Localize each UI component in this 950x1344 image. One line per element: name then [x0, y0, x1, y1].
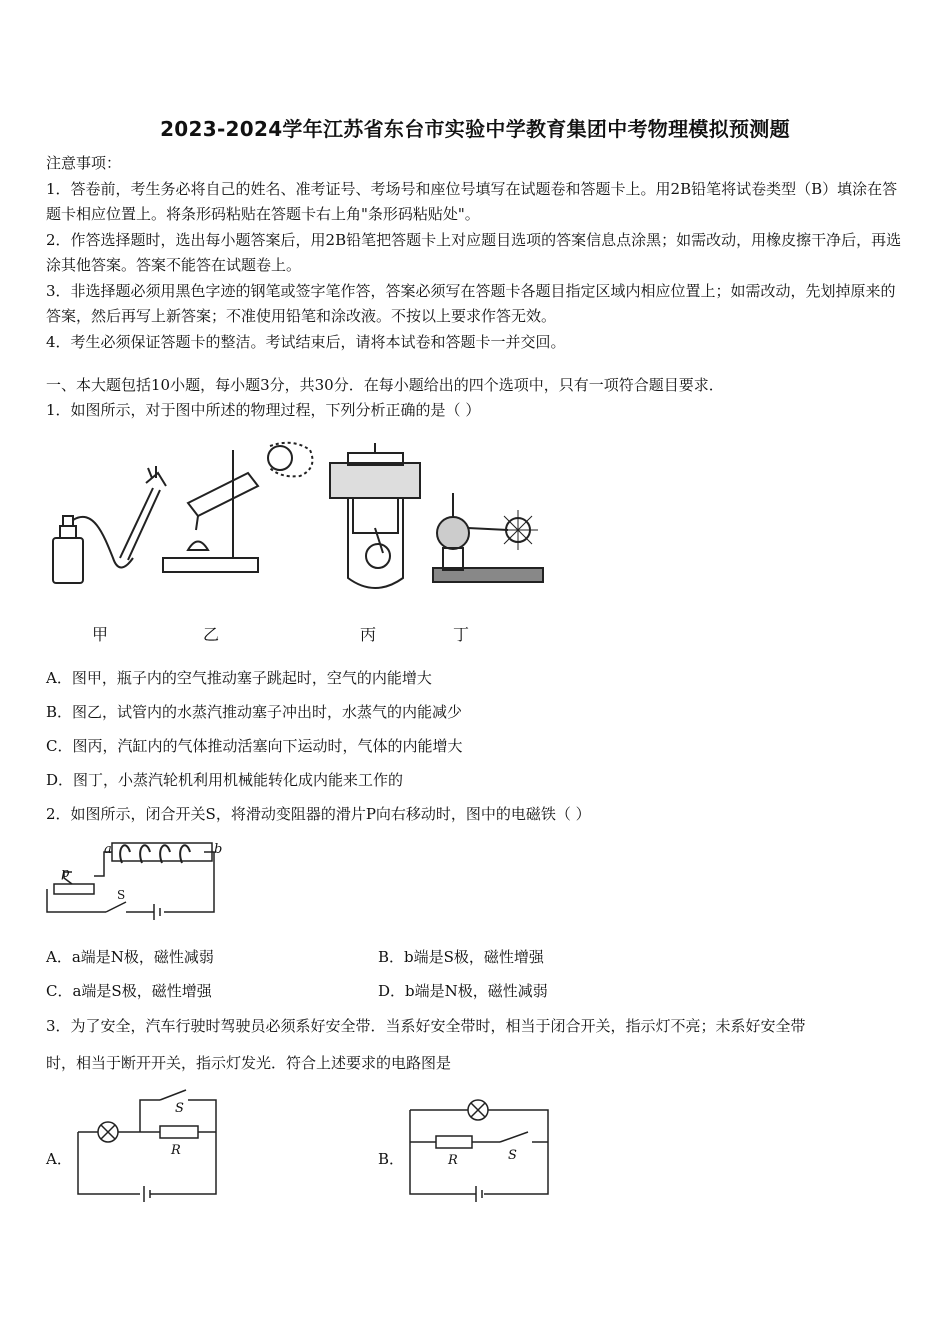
q2-label-a: a — [104, 842, 112, 857]
q2-option-a: A．a端是N极，磁性减弱 — [46, 948, 214, 966]
fig-label-jia: 甲 — [92, 625, 109, 644]
q2-label-p: p — [61, 866, 70, 881]
q1-option-c: C．图丙，汽缸内的气体推动活塞向下运动时，气体的内能增大 — [46, 737, 463, 755]
q2-option-c: C．a端是S极，磁性增强 — [46, 982, 212, 1000]
steam-turbine-figure — [433, 493, 543, 582]
page-title: 2023-2024学年江苏省东台市实验中学教育集团中考物理模拟预测题 — [160, 117, 790, 141]
q2-option-b: B．b端是S极，磁性增强 — [378, 948, 544, 966]
notice-item: 4．考生必须保证答题卡的整洁。考试结束后，请将本试卷和答题卡一并交回。 — [46, 332, 566, 351]
test-tube-figure — [163, 443, 312, 572]
section-heading: 一、本大题包括10小题，每小题3分，共30分．在每小题给出的四个选项中，只有一项符合题目要求． — [46, 376, 724, 394]
q1-option-d: D．图丁，小蒸汽轮机利用机械能转化成内能来工作的 — [46, 771, 404, 789]
fig-label-bing: 丙 — [360, 625, 377, 644]
q2-label-b: b — [214, 842, 223, 857]
notice-item: 3．非选择题必须用黑色字迹的钢笔或签字笔作答，答案必须写在答题卡各题目指定区域内相应位置上；如需改动，先划掉原来的答案，然后再写上新答案；不准使用铅笔和涂改液。不按以上要求作答无效。 — [46, 281, 896, 325]
q2-stem: 2．如图所示，闭合开关S，将滑动变阻器的滑片P向右移动时，图中的电磁铁（ ） — [46, 805, 591, 823]
notice-item: 2．作答选择题时，选出每小题答案后，用2B铅笔把答题卡上对应题目选项的答案信息点涂黑；如需改动，用橡皮擦干净后，再选涂其他答案。答案不能答在试题卷上。 — [46, 230, 902, 274]
q2-circuit — [44, 838, 224, 918]
q1-figures — [48, 438, 568, 598]
q3-circuit-a — [78, 1088, 223, 1208]
notice-heading: 注意事项： — [46, 154, 122, 172]
notice-item: 1．答卷前，考生务必将自己的姓名、准考证号、考场号和座位号填写在试题卷和答题卡上。用2B铅笔将试卷类型（B）填涂在答题卡相应位置上。将条形码粘贴在答题卡右上角"条形码粘贴处"。 — [46, 179, 898, 223]
q3-stem-line2: 时，相当于断开开关，指示灯发光．符合上述要求的电路图是 — [46, 1054, 452, 1072]
q3b-label-s: S — [508, 1148, 517, 1163]
q2-option-d: D．b端是N极，磁性减弱 — [378, 982, 548, 1000]
q3a-label-r: R — [171, 1143, 181, 1158]
q3a-label-s: S — [175, 1101, 184, 1116]
notice-block — [46, 151, 906, 355]
fig-label-yi: 乙 — [203, 625, 220, 644]
bottle-pump-figure — [53, 466, 166, 583]
q1-option-b: B．图乙，试管内的水蒸汽推动塞子冲出时，水蒸气的内能减少 — [46, 703, 463, 721]
fig-label-ding: 丁 — [453, 625, 470, 644]
engine-cylinder-figure — [330, 443, 420, 588]
q3-option-a-label: A． — [46, 1150, 72, 1168]
q3-circuit-b — [410, 1094, 555, 1206]
q1-stem: 1．如图所示，对于图中所述的物理过程，下列分析正确的是（ ） — [46, 401, 481, 419]
q3-stem-line1: 3．为了安全，汽车行驶时驾驶员必须系好安全带．当系好安全带时，相当于闭合开关，指示灯不亮；未系好安全带 — [46, 1017, 806, 1035]
q3b-label-r: R — [448, 1153, 458, 1168]
q3-option-b-label: B． — [378, 1150, 405, 1168]
q1-option-a: A．图甲，瓶子内的空气推动塞子跳起时，空气的内能增大 — [46, 669, 432, 687]
q2-label-s: S — [117, 888, 126, 902]
